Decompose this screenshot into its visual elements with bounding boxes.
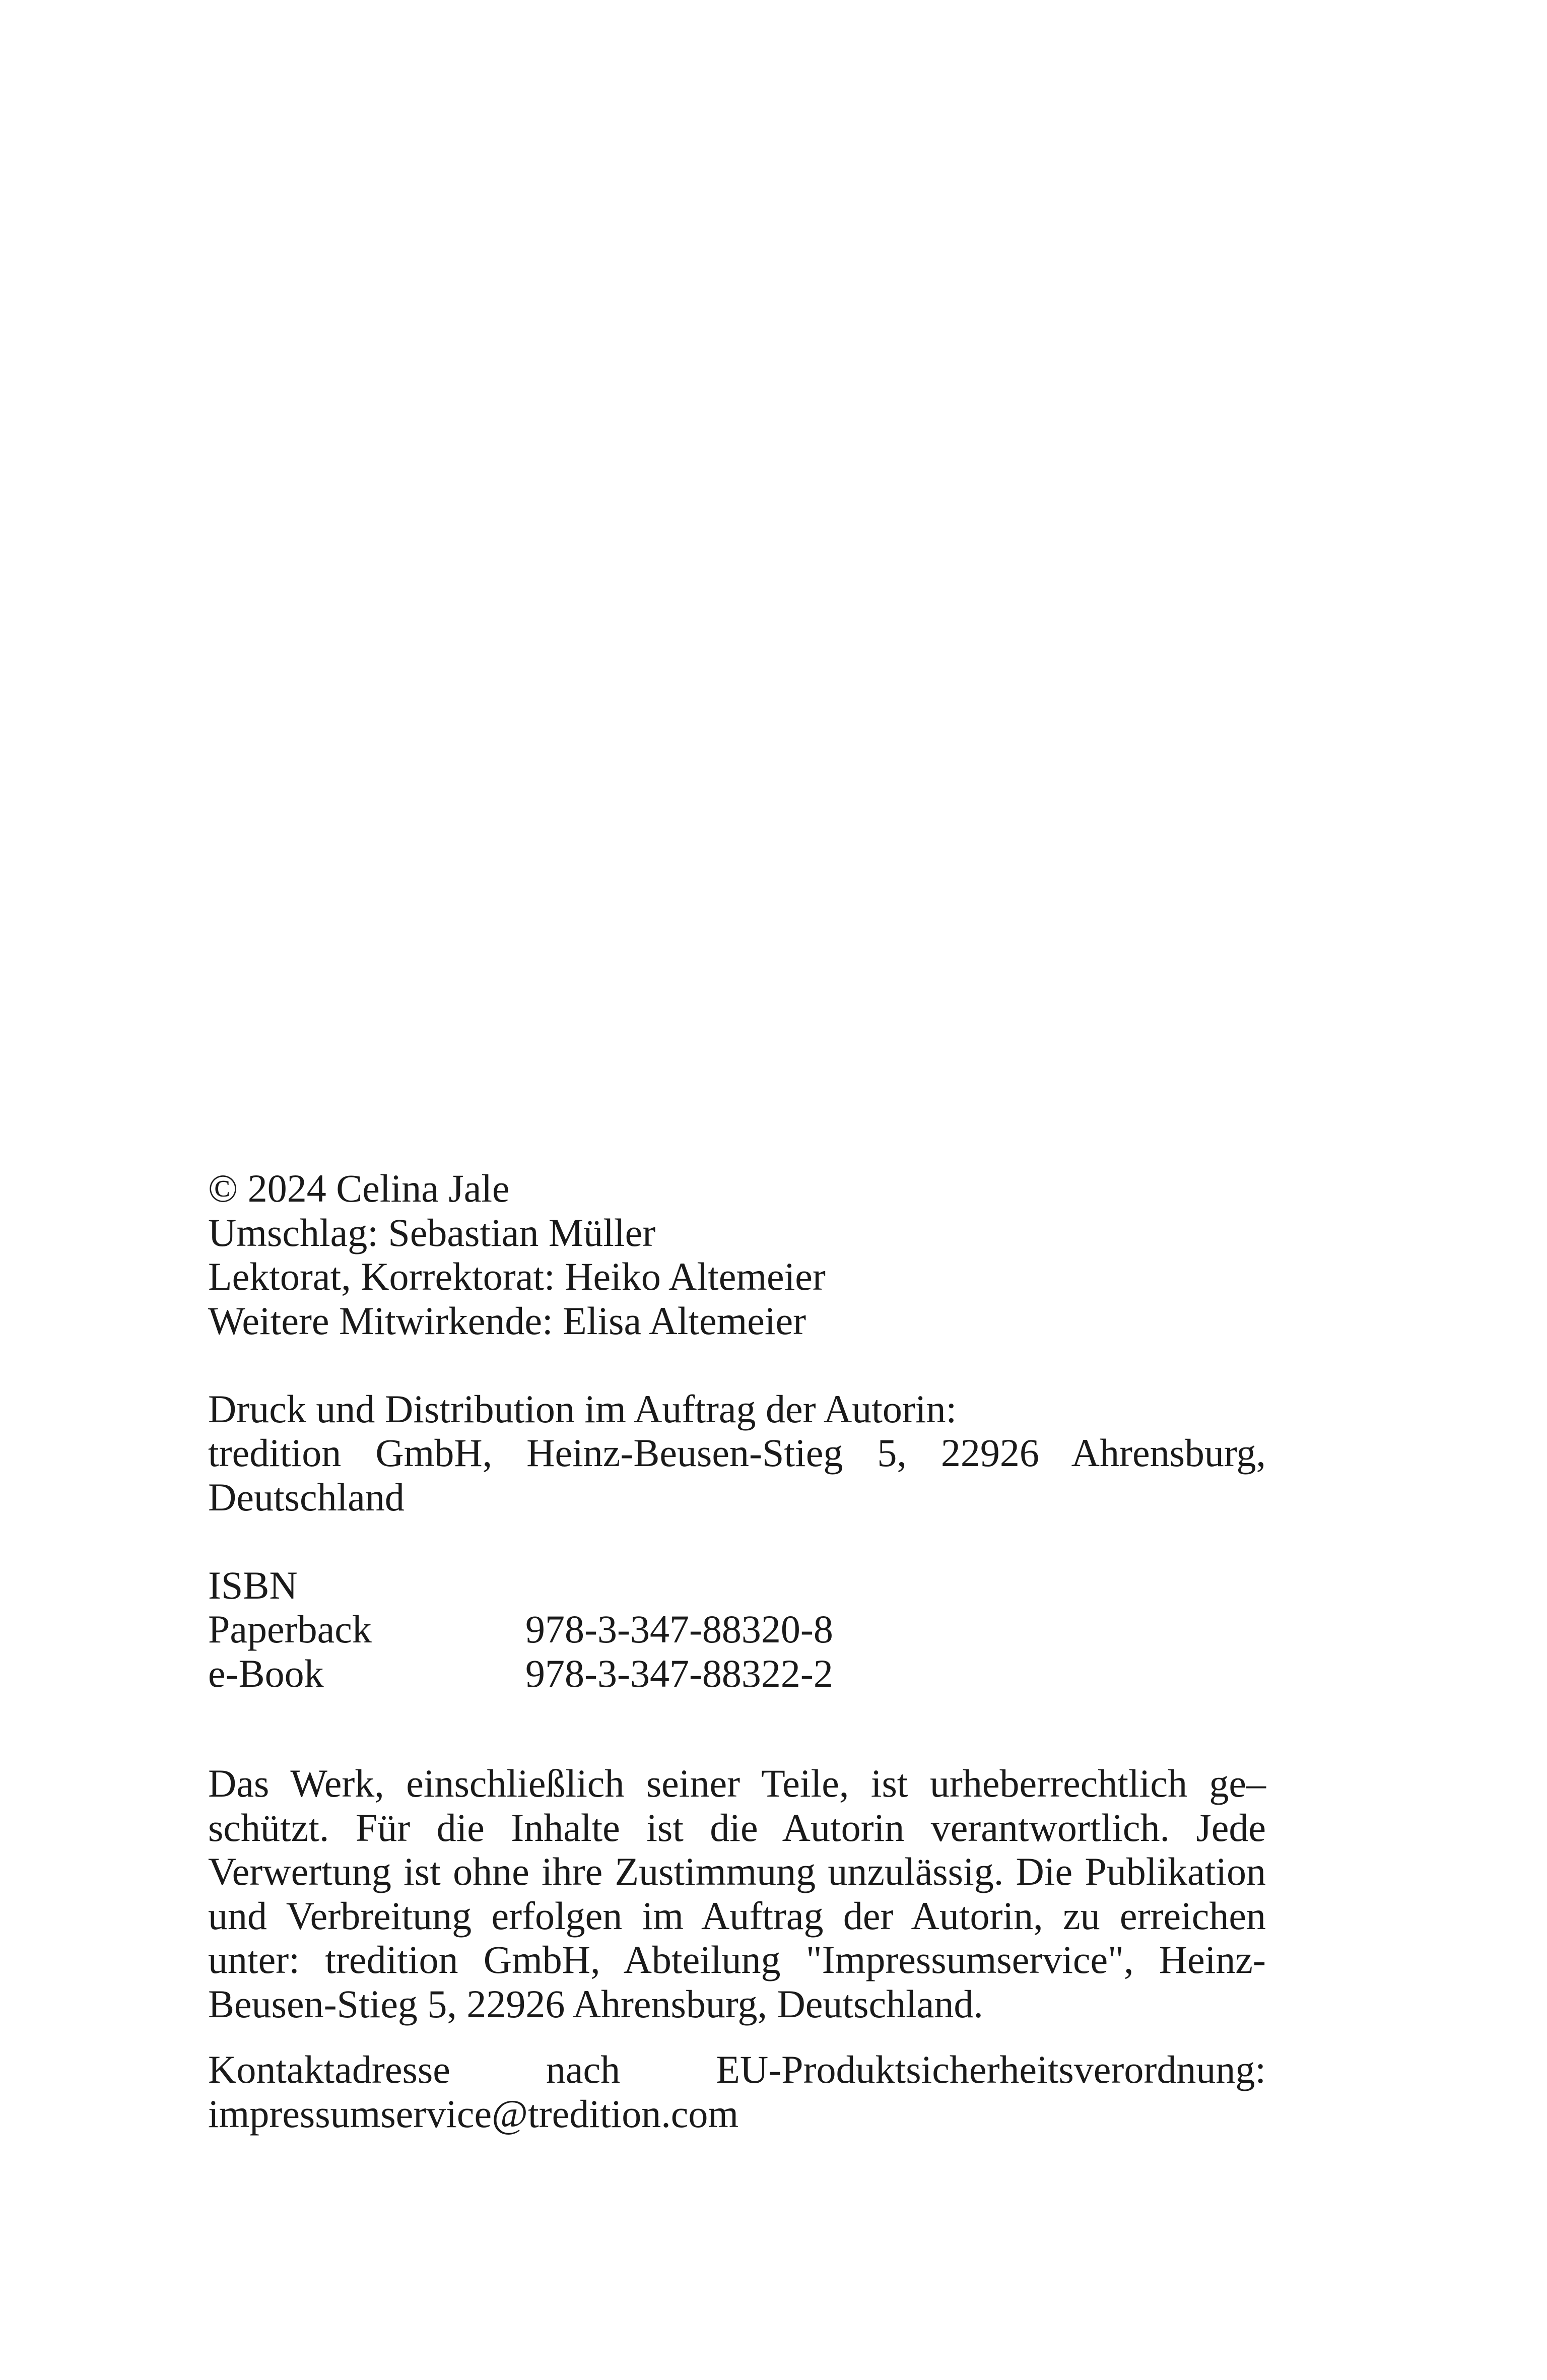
legal-line: schützt. Für die Inhalte ist die Autorin verantwortlich. Jede — [208, 1805, 1266, 1849]
contact-heading: Kontaktadresse nach EU-Produktsicherheitsverordnung: — [208, 2047, 1266, 2091]
isbn-heading: ISBN — [208, 1563, 298, 1607]
imprint-content — [208, 1166, 1266, 2136]
copyright-line: © 2024 Celina Jale — [208, 1166, 510, 1210]
spacer — [208, 1695, 1266, 1761]
distribution-address: tredition GmbH, Heinz-Beusen-Stieg 5, 22926 Ahrensburg, — [208, 1431, 1266, 1475]
legal-line: Beusen-Stieg 5, 22926 Ahrensburg, Deutschland. — [208, 1981, 983, 2026]
spacer — [208, 2026, 1266, 2047]
legal-line: Verwertung ist ohne ihre Zustimmung unzulässig. Die Publikation — [208, 1849, 1266, 1893]
spacer — [208, 1343, 1266, 1387]
legal-notice-block — [208, 1761, 1266, 2026]
contact-block — [208, 2047, 1266, 2136]
distribution-block — [208, 1387, 1266, 1519]
isbn-value: 978-3-347-88322-2 — [525, 1651, 833, 1695]
isbn-block — [208, 1563, 1266, 1696]
editing-credit-line: Lektorat, Korrektorat: Heiko Altemeier — [208, 1254, 826, 1298]
contact-email: impressumservice@tredition.com — [208, 2091, 739, 2136]
legal-line: unter: tredition GmbH, Abteilung "Impressumservice", Heinz- — [208, 1938, 1266, 1981]
legal-line: Das Werk, einschließlich seiner Teile, ist urheberrechtlich ge– — [208, 1761, 1266, 1805]
legal-line: und Verbreitung erfolgen im Auftrag der Autorin, zu erreichen — [208, 1893, 1266, 1938]
isbn-row-paperback — [208, 1607, 1266, 1651]
distribution-heading: Druck und Distribution im Auftrag der Autorin: — [208, 1386, 957, 1431]
contributors-credit-line: Weitere Mitwirkende: Elisa Altemeier — [208, 1298, 806, 1343]
distribution-country: Deutschland — [208, 1475, 405, 1519]
isbn-label: Paperback — [208, 1607, 372, 1651]
cover-credit-line: Umschlag: Sebastian Müller — [208, 1210, 656, 1254]
spacer — [208, 1519, 1266, 1563]
credits-block — [208, 1166, 1266, 1343]
isbn-value: 978-3-347-88320-8 — [525, 1607, 833, 1651]
isbn-label: e-Book — [208, 1651, 324, 1695]
isbn-row-ebook — [208, 1651, 1266, 1696]
